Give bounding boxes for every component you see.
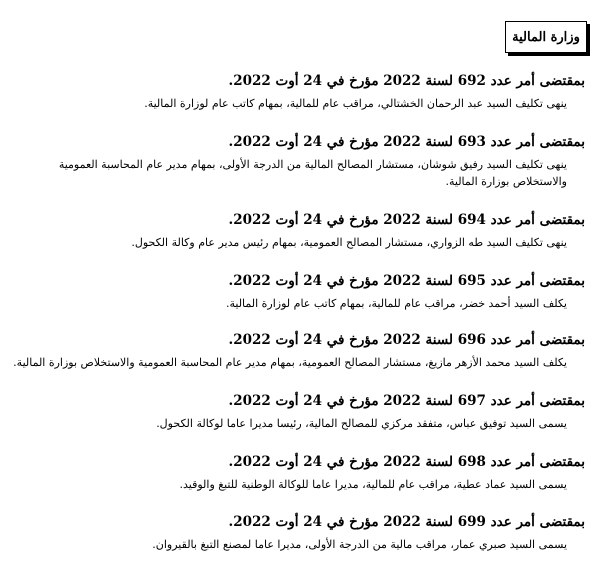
decree-body: ينهى تكليف السيد رفيق شوشان، مستشار المصالح المالية من الدرجة الأولى، بمهام مدير عام المحاسبة العمومية والاستخلاص بوزارة المالية. [58, 158, 567, 188]
decree-693 [10, 133, 585, 190]
decree-body: يسمى السيد صبري عمار، مراقب مالية من الدرجة الأولى، مديرا عاما لمصنع التبغ بالقيروان. [152, 538, 567, 551]
decree-title: بمقتضى أمر عدد 694 لسنة 2022 مؤرخ في 24 أوت 2022. [228, 212, 585, 228]
decree-698 [10, 453, 585, 493]
decree-title: بمقتضى أمر عدد 693 لسنة 2022 مؤرخ في 24 أوت 2022. [228, 134, 585, 150]
decree-body: يسمى السيد عماد عطية، مراقب عام للمالية، مديرا عاما للوكالة الوطنية للتبغ والوقيد. [179, 478, 567, 491]
decree-692 [10, 72, 585, 112]
ministry-header-box [505, 21, 587, 53]
decree-body: ينهى تكليف السيد عبد الرحمان الخشتالي، مراقب عام للمالية، بمهام كاتب عام لوزارة المالية. [144, 97, 567, 110]
decree-title: بمقتضى أمر عدد 692 لسنة 2022 مؤرخ في 24 أوت 2022. [228, 73, 585, 89]
decree-697 [10, 392, 585, 432]
decree-body: يكلف السيد أحمد خضر، مراقب عام للمالية، بمهام كاتب عام لوزارة المالية. [225, 297, 567, 310]
decree-title: بمقتضى أمر عدد 697 لسنة 2022 مؤرخ في 24 أوت 2022. [228, 393, 585, 409]
ministry-name: وزارة المالية [512, 29, 580, 45]
decree-title: بمقتضى أمر عدد 698 لسنة 2022 مؤرخ في 24 أوت 2022. [228, 454, 585, 470]
decree-696 [10, 331, 585, 371]
decree-title: بمقتضى أمر عدد 695 لسنة 2022 مؤرخ في 24 أوت 2022. [228, 273, 585, 289]
decree-title: بمقتضى أمر عدد 699 لسنة 2022 مؤرخ في 24 أوت 2022. [228, 514, 585, 530]
decree-title: بمقتضى أمر عدد 696 لسنة 2022 مؤرخ في 24 أوت 2022. [228, 332, 585, 348]
decree-body: يكلف السيد محمد الأزهر مازيغ، مستشار المصالح العمومية، بمهام مدير عام المحاسبة العمومية والاستخلاص بوزارة المالية. [13, 356, 567, 369]
decree-695 [10, 272, 585, 312]
decree-body: يسمى السيد توفيق عباس، متفقد مركزي للمصالح المالية، رئيسا مديرا عاما لوكالة الكحول. [156, 417, 567, 430]
decree-body: ينهى تكليف السيد طه الزواري، مستشار المصالح العمومية، بمهام رئيس مدير عام وكالة الكحول. [131, 236, 567, 249]
decree-694 [10, 211, 585, 251]
decree-699 [10, 513, 585, 553]
